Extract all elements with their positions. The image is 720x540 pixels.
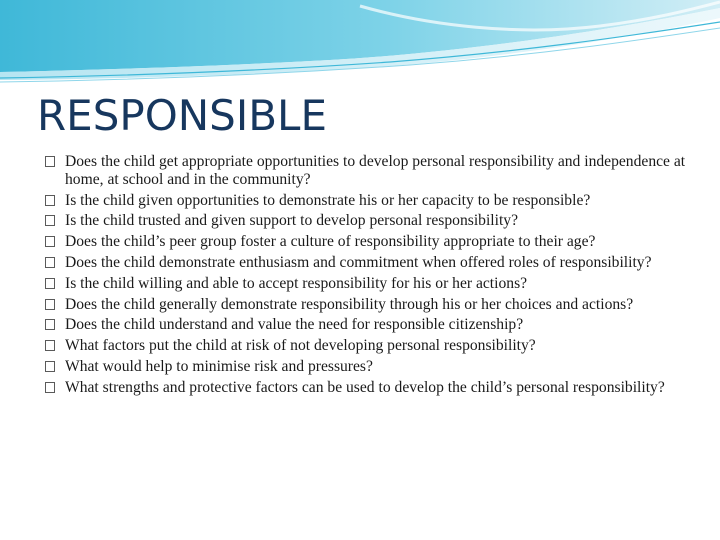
header-wave-decoration xyxy=(0,0,720,90)
square-box-icon xyxy=(45,215,55,226)
list-item xyxy=(45,379,695,397)
list-item xyxy=(45,358,695,376)
list-item xyxy=(45,337,695,355)
list-item-text: What would help to minimise risk and pressures? xyxy=(65,357,373,375)
square-box-icon xyxy=(45,257,55,268)
square-box-icon xyxy=(45,299,55,310)
square-box-icon xyxy=(45,195,55,206)
list-item-text: Is the child willing and able to accept responsibility for his or her actions? xyxy=(65,274,528,292)
list-item xyxy=(45,233,695,251)
list-item-text: What strengths and protective factors can be used to develop the child’s personal responsibility? xyxy=(65,378,665,396)
list-item xyxy=(45,316,695,334)
list-item xyxy=(45,254,695,272)
square-box-icon xyxy=(45,361,55,372)
list-item-text: What factors put the child at risk of not developing personal responsibility? xyxy=(65,337,536,355)
list-item xyxy=(45,296,695,314)
list-item-text: Does the child understand and value the need for responsible citizenship? xyxy=(65,316,524,334)
square-box-icon xyxy=(45,236,55,247)
question-list xyxy=(45,153,695,400)
square-box-icon xyxy=(45,156,55,167)
list-item xyxy=(45,275,695,293)
list-item-text: Does the child generally demonstrate responsibility through his or her choices and actions? xyxy=(65,295,634,313)
square-box-icon xyxy=(45,340,55,351)
list-item xyxy=(45,153,695,189)
list-item-text: Does the child’s peer group foster a culture of responsibility appropriate to their age? xyxy=(65,233,596,251)
list-item xyxy=(45,192,695,210)
list-item-text: Does the child get appropriate opportunities to develop personal responsibility and independence at home, at school and in the community? xyxy=(65,153,686,188)
list-item-text: Is the child given opportunities to demonstrate his or her capacity to be responsible? xyxy=(65,191,591,209)
square-box-icon xyxy=(45,382,55,393)
list-item xyxy=(45,212,695,230)
list-item-text: Is the child trusted and given support to develop personal responsibility? xyxy=(65,212,518,230)
square-box-icon xyxy=(45,319,55,330)
square-box-icon xyxy=(45,278,55,289)
list-item-text: Does the child demonstrate enthusiasm and commitment when offered roles of responsibility? xyxy=(65,253,652,271)
slide-title: RESPONSIBLE xyxy=(37,91,327,140)
